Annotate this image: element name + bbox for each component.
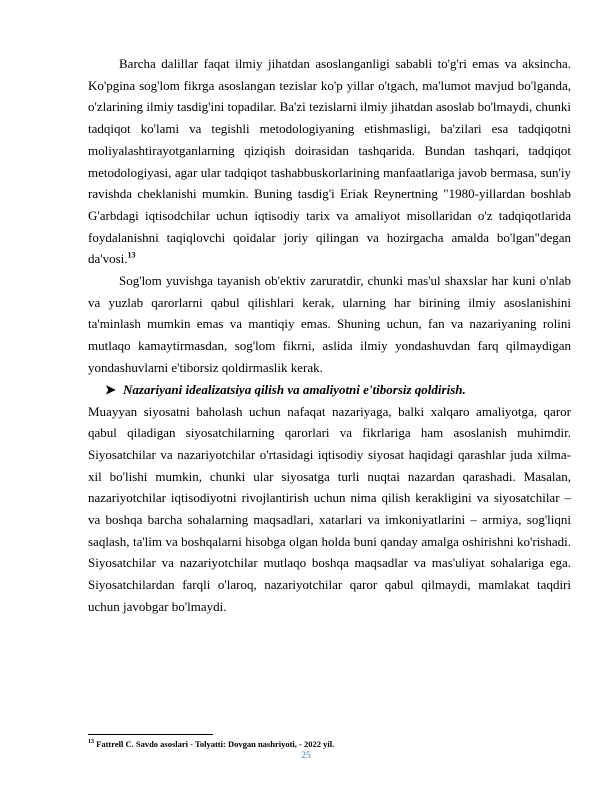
paragraph-2: Sog'lom yuvishga tayanish ob'ektiv zaruratdir, chunki mas'ul shaxslar har kuni o'nlab va yuzlab qarorlarni qabul qilishlari kerak, ularning har birining ilmiy asoslanishini ta'minlash mumkin emas va mantiqiy emas. Shuning uchun, fan va nazariyaning rolini mutlaqo kamaytirmasdan, sog'lom fikrni, aslida ilmiy yondashuvdan farq qilmaydigan yondashuvlarni e'tiborsiz qoldirmaslik kerak.: [88, 273, 571, 375]
paragraph-1: [88, 53, 571, 270]
page-number: 25: [301, 751, 311, 761]
section-heading: [88, 379, 571, 401]
footnote-divider: [88, 734, 213, 735]
footnote-reference[interactable]: 13: [127, 251, 136, 260]
footnote-text: Fattrell C. Savdo asoslari - Tolyatti: Dovgan nashriyoti, - 2022 yil.: [96, 739, 335, 749]
arrow-bullet-icon: ➤: [105, 381, 116, 397]
paragraph-3: Muayyan siyosatni baholash uchun nafaqat nazariyaga, balki xalqaro amaliyotga, qaror qabul qiladigan siyosatchilarning qarorlari va fikrlariga ham asoslanish muhimdir. Siyosatchilar va nazariyotchilar o'rtasidagi iqtisodiy siyosat haqidagi qarashlar juda xilma-xil bo'lishi mumkin, chunki ular siyosatga turli nuqtai nazardan qarashadi. Masalan, nazariyotchilar iqtisodiyotni rivojlantirish uchun nima qilish kerakligini va siyosatchilar – va boshqa barcha sohalarning maqsadlari, xatarlari va imkoniyatlarini – armiya, sog'liqni saqlash, ta'lim va boshqalarni hisobga olgan holda buni qanday amalga oshirishni ko'rishadi. Siyosatchilar va nazariyotchilar mutlaqo boshqa maqsadlar va mas'uliyat sohalariga ega. Siyosatchilardan farqli o'laroq, nazariyotchilar qaror qabul qilmaydi, mamlakat taqdiri uchun javobgar bo'lmaydi.: [88, 403, 571, 614]
footnote: [88, 738, 571, 750]
document-body: [88, 53, 571, 618]
section-heading-text: Nazariyani idealizatsiya qilish va amaliyotni e'tiborsiz qoldirish.: [123, 381, 466, 397]
footnote-number: 13: [88, 739, 94, 746]
paragraph-1-text: Barcha dalillar faqat ilmiy jihatdan asoslanganligi sababli to'g'ri emas va aksincha. Ko'pgina sog'lom fikrga asoslangan tezislar ko'p yillar o'tgach, ma'lumot mavjud bo'lganda, o'zlarining ilmiy tasdig'ini topadilar. Ba'zi tezislarni ilmiy jihatdan asoslab bo'lmaydi, chunki tadqiqot ko'lami va tegishli metodologiyaning etishmasligi, ba'zilari esa tadqiqotni moliyalashtirayotganlarning qiziqish doirasidan tashqarida. Bundan tashqari, tadqiqot metodologiyasi, agar ular tadqiqot tashabbuskorlarining manfaatlariga javob bermasa, sun'iy ravishda cheklanishi mumkin. Buning tasdig'i Eriak Reynertning "1980-yillardan boshlab G'arbdagi iqtisodchilar uchun iqtisodiy tarix va amaliyot misollaridan o'z tadqiqotlarida foydalanishni taqiqlovchi qoidalar joriy qilingan va hozirgacha amalda bo'lgan"degan da'vosi.: [88, 56, 571, 267]
